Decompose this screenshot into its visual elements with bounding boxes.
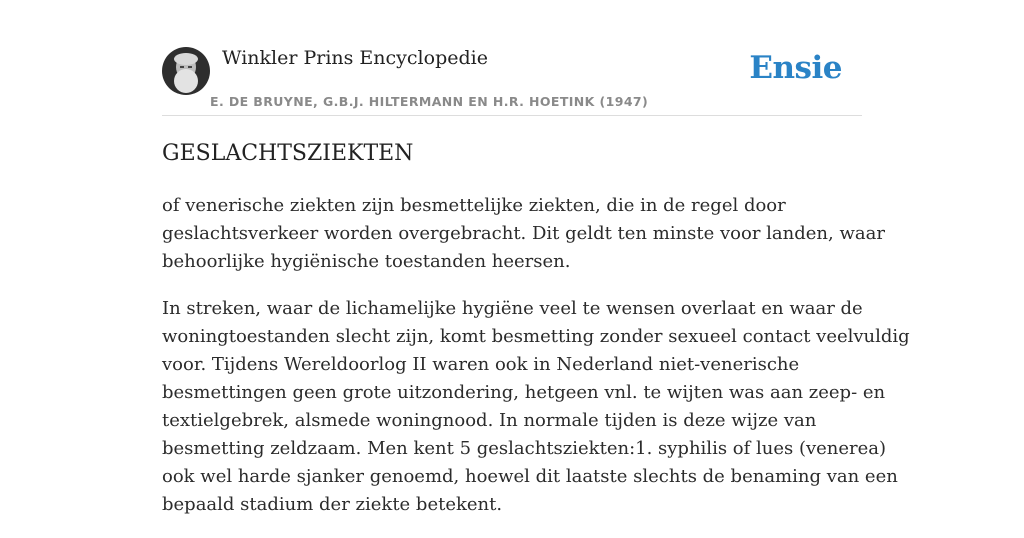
article-page xyxy=(162,0,910,515)
paragraph xyxy=(162,192,885,276)
text-line: woningtoestanden slecht zijn, komt besmetting zonder sexueel contact veelvuldig xyxy=(162,326,910,347)
entry-title: GESLACHTSZIEKTEN xyxy=(162,141,414,166)
text-line: behoorlijke hygiënische toestanden heersen. xyxy=(162,251,571,272)
text-line: besmetting zeldzaam. Men kent 5 geslachtsziekten:1. syphilis of lues (venerea) xyxy=(162,438,887,459)
paragraph xyxy=(162,295,910,519)
text-line: voor. Tijdens Wereldoorlog II waren ook in Nederland niet-venerische xyxy=(162,354,800,375)
text-line: textielgebrek, alsmede woningnood. In normale tijden is deze wijze van xyxy=(162,410,817,431)
brand-logo[interactable]: Ensie xyxy=(749,50,842,86)
author-credits: E. DE BRUYNE, G.B.J. HILTERMANN EN H.R. HOETINK (1947) xyxy=(210,94,649,109)
entry-body xyxy=(162,192,910,538)
text-line: bepaald stadium der ziekte betekent. xyxy=(162,494,503,515)
text-line: of venerische ziekten zijn besmettelijke ziekten, die in de regel door xyxy=(162,195,786,216)
text-line: geslachtsverkeer worden overgebracht. Dit geldt ten minste voor landen, waar xyxy=(162,223,885,244)
author-avatar[interactable] xyxy=(162,47,210,95)
publication-title[interactable]: Winkler Prins Encyclopedie xyxy=(222,47,488,69)
text-line: In streken, waar de lichamelijke hygiëne veel te wensen overlaat en waar de xyxy=(162,298,863,319)
header-divider xyxy=(162,115,862,116)
text-line: ook wel harde sjanker genoemd, hoewel dit laatste slechts de benaming van een xyxy=(162,466,898,487)
text-line: besmettingen geen grote uitzondering, hetgeen vnl. te wijten was aan zeep- en xyxy=(162,382,886,403)
